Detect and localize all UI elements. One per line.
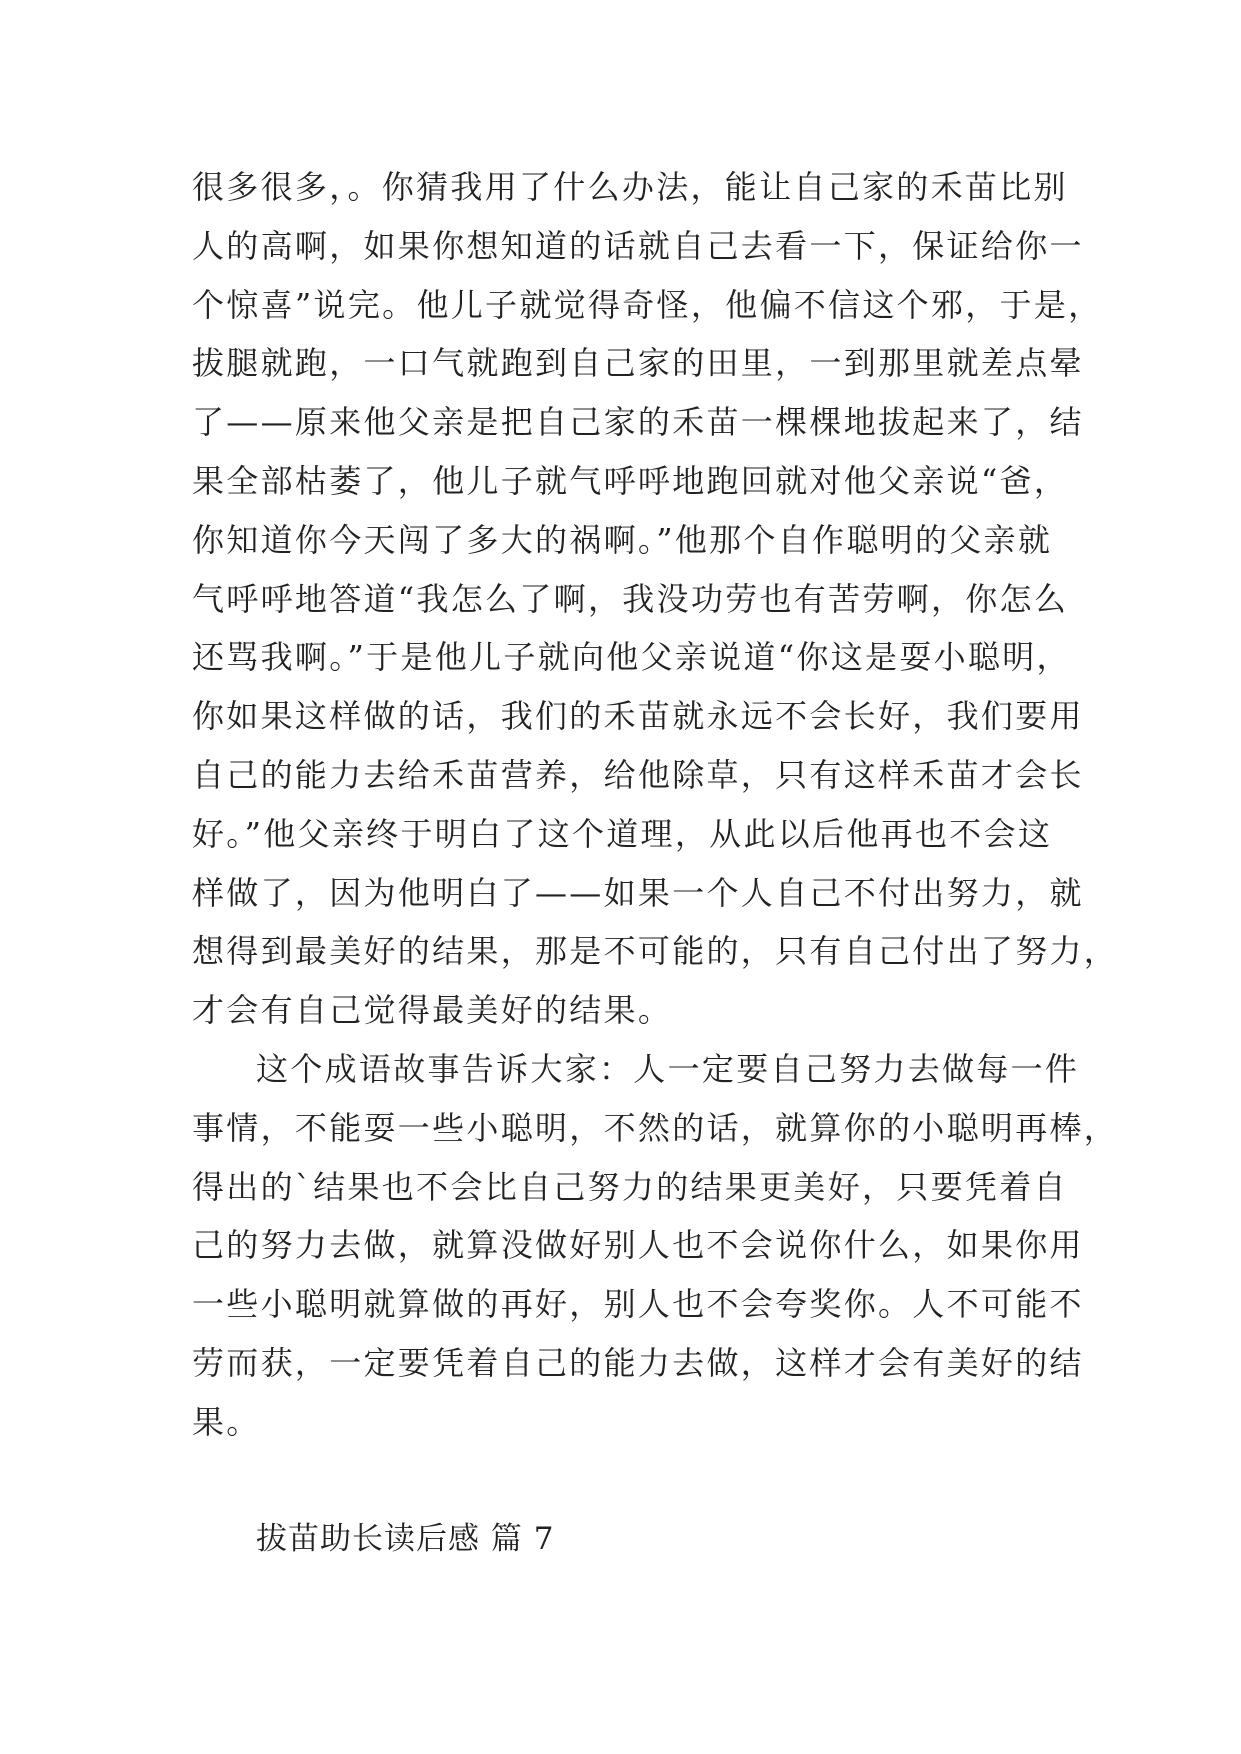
paragraph-2 [192, 1040, 1119, 1452]
section-heading: 拔苗助长读后感 篇 7 [256, 1521, 555, 1558]
text-line: 很多很多，。你猜我用了什么办法，能让自己家的禾苗比别 [192, 168, 1068, 206]
text-line: 自己的能力去给禾苗营养，给他除草，只有这样禾苗才会长 [192, 755, 1084, 794]
text-line: 还骂我啊。”于是他儿子就向他父亲说道“你这是耍小聪明， [192, 638, 1071, 677]
text-line: 气呼呼地答道“我怎么了啊，我没功劳也有苦劳啊，你怎么 [192, 579, 1069, 618]
text-line: 果。 [192, 1402, 261, 1441]
text-line: 你如果这样做的话，我们的禾苗就永远不会长好，我们要用 [192, 697, 1084, 736]
text-line: 劳而获，一定要凭着自己的能力去做，这样才会有美好的结 [192, 1343, 1084, 1382]
text-line: 了——原来他父亲是把自己家的禾苗一棵棵地拔起来了，结 [192, 403, 1084, 442]
spacer [192, 1452, 1072, 1511]
text-line: 才会有自己觉得最美好的结果。 [192, 991, 673, 1030]
document-body [192, 158, 1119, 1569]
text-line: 这个成语故事告诉大家：人一定要自己努力去做每一件 [256, 1049, 1080, 1088]
text-line: 想得到最美好的结果，那是不可能的，只有自己付出了努力， [192, 932, 1119, 971]
paragraph-1 [192, 158, 1119, 1040]
text-line: 人的高啊，如果你想知道的话就自己去看一下，保证给你一 [192, 226, 1084, 265]
text-line: 拔腿就跑，一口气就跑到自己家的田里，一到那里就差点晕 [192, 344, 1084, 383]
text-line: 好。”他父亲终于明白了这个道理，从此以后他再也不会这 [192, 814, 1053, 853]
text-line: 一些小聪明就算做的再好，别人也不会夸奖你。人不可能不 [192, 1285, 1084, 1324]
text-line: 己的努力去做，就算没做好别人也不会说你什么，如果你用 [192, 1226, 1084, 1265]
text-line: 样做了，因为他明白了——如果一个人自己不付出努力，就 [192, 873, 1084, 912]
text-line: 果全部枯萎了，他儿子就气呼呼地跑回就对他父亲说“爸， [192, 461, 1069, 500]
text-line: 个惊喜”说完。他儿子就觉得奇怪，他偏不信这个邪，于是， [192, 285, 1103, 324]
text-line: 事情，不能耍一些小聪明，不然的话，就算你的小聪明再棒， [192, 1108, 1119, 1147]
text-line: 得出的`结果也不会比自己努力的结果更美好，只要凭着自 [192, 1167, 1068, 1206]
text-line: 你知道你今天闯了多大的祸啊。”他那个自作聪明的父亲就 [192, 520, 1053, 559]
